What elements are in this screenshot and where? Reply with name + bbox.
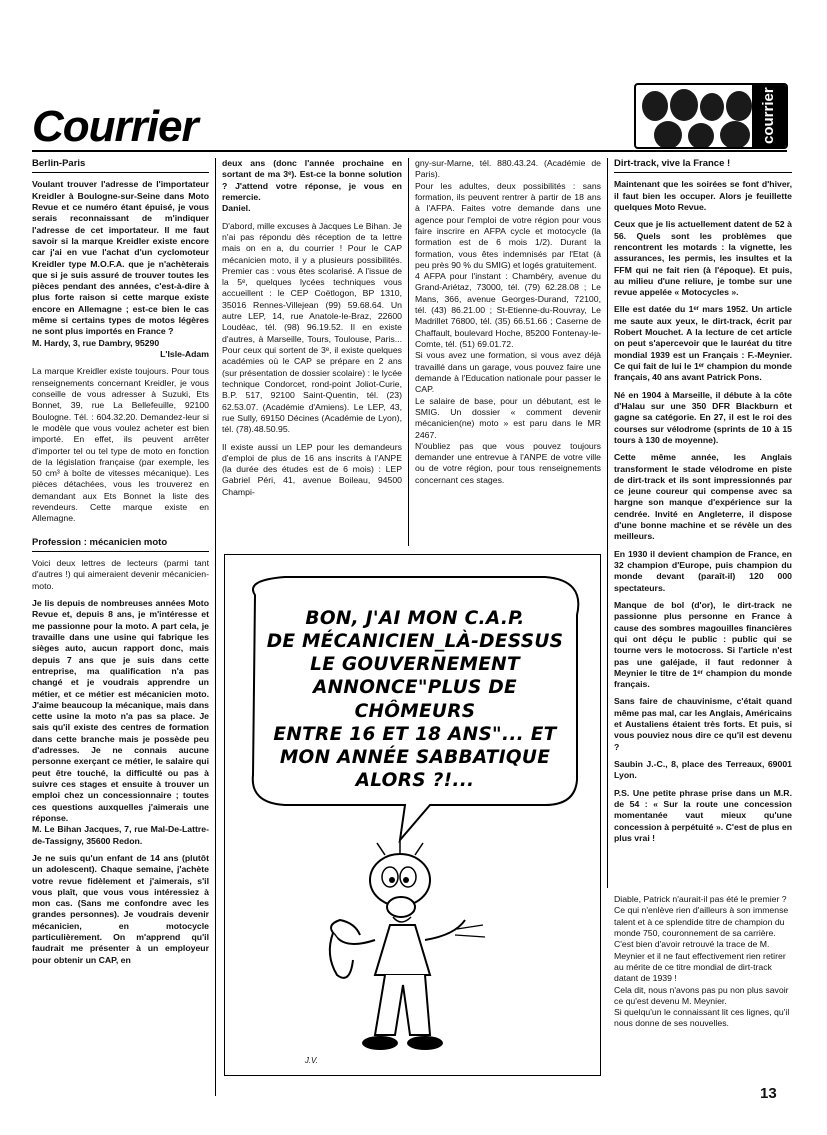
logo-face-1 [642,91,668,121]
logo-face-5 [654,121,682,149]
column-1 [32,158,209,972]
page-title: Courrier [32,102,198,151]
section-title-berlin-paris: Berlin-Paris [32,158,209,173]
reply-cap-cont: gny-sur-Marne, tél. 880.43.24. (Académie de Paris). [415,158,601,180]
logo-face-7 [720,121,750,149]
courrier-logo [634,83,788,149]
bubble-line: ALORS ?!... [355,769,475,791]
logo-face-4 [726,91,752,121]
cartoon [224,554,601,1076]
reply-salary: Le salaire de base, pour un débutant, est le SMIG. Un dossier « comment devenir mécanicien(ne) moto » est paru dans le MR 2467. [415,395,601,440]
dirt-track-p6: En 1930 il devient champion de France, en 32 champion d'Europe, puis champion du monde devant (paraît-il) 120 000 spectateurs. [614,548,792,593]
bubble-line: LE GOUVERNEMENT [310,654,520,676]
reply-education: Si vous avez une formation, si vous avez déjà travaillé dans un garage, vous pouvez faire une demande à l'Education nationale pour passer le CAP. [415,350,601,395]
column-4 [614,158,792,850]
logo-face-3 [700,93,724,121]
title-rule [32,150,787,152]
reply-afpa-list: 4 AFPA pour l'instant : Chambéry, avenue du Grand-Ariétaz, 73000, tél. (79) 62.28.08 ; Le Mans, 366, avenue Georges-Durand, 72100, tél. (43) 86.21.00 ; St-Etienne-du-Rouvray, Le Madrillet 76800, tél. (35) 66.51.66 ; Caserne de Chaffault, boulevard Hoche, 85200 Fontenay-le-Comte, tél. (51) 69.01.72. [415,271,601,349]
dirt-track-p7: Manque de bol (d'or), le dirt-track ne passionne plus personne en France à cause des sombres magouilles financières qui ont déçu le public : public qui se tourne vers le motocross. Si l'article n'est pas une galéjade, il faut redonner à Meynier le titre de 1ᵉʳ champion du monde français. [614,599,792,690]
bubble-line: ENTRE 16 ET 18 ANS"... ET [273,723,557,745]
logo-face-2 [670,89,698,121]
bubble-line: ANNONCE"PLUS DE CHÔMEURS [313,677,517,722]
dirt-track-reply-text: Diable, Patrick n'aurait-il pas été le premier ? Ce qui n'enlève rien d'ailleurs à son immense talent et à ce splendide titre de champion du monde 750, couronnement de sa carrière. C'est bien d'avoir retrouvé la trace de M. Meynier et il ne faut effectivement rien retirer au mérite de ce titre mondial de dirt-track datant de 1939 ! Cela dit, nous n'avons pas pu non plus savoir ce qu'est devenu M. Meynier. Si quelqu'un le connaissant lit ces lignes, qu'il nous donne de ses nouvelles. [614,894,790,1029]
bubble-line: BON, J'AI MON C.A.P. [305,608,525,629]
reply-cap: D'abord, mille excuses à Jacques Le Bihan. Je n'ai pas répondu dès réception de ta lettre mais on en a, du courrier ! Pour le CAP mécanicien moto, il y a plusieurs possibilités. Premier cas : vous êtes scolarisé. A l'issue de la 5ᵉ, quelques lycées techniques vous accueillent : le CEP Coëtlogon, BP 1310, 35016 Rennes-Villejean (99) 59.68.64. Un autre LEP, 14, rue Anatole-le-Braz, 22600 Loudéac, tél. (98) 96.19.52. Il en existe d'autres, à Marseille, Tours, Toulouse, Paris... Pour ceux qui sortent de 3ᵉ, il existe quelques académies où le CAP se prépare en 2 ans (sur présentation de dossier scolaire) : le lycée technique Condorcet, rond-point Joliot-Curie, B.P. 517, 92100 Saint-Quentin, tél. (23) 62.53.07. (Académie d'Amiens). Le LEP, 43, rue Sully, 69150 Décines (Académie de Lyon), tél. (78).48.50.95. [222,220,402,435]
column-divider [408,158,409,546]
column-divider [607,158,608,888]
section-title-profession: Profession : mécanicien moto [32,537,209,552]
dirt-track-reply [614,894,792,1030]
column-3 [415,158,601,492]
dirt-track-ps: P.S. Une petite phrase prise dans un M.R. de 54 : « Sur la route une concession momentanée vaut mieux qu'une concession à perpétuité ». C'est de plus en plus vrai ! [614,787,792,843]
letter-le-bihan-sign: M. Le Bihan Jacques, 7, rue Mal-De-Lattre-de-Tassigny, 35600 Redon. [32,824,209,846]
column-divider [215,158,216,1096]
page-number: 13 [760,1085,777,1102]
logo-face-6 [688,123,714,149]
letter-hardy-sign: M. Hardy, 3, rue Dambry, 95290 [32,337,160,348]
letter-daniel: Je ne suis qu'un enfant de 14 ans (plutôt un adolescent). Chaque semaine, j'achète votre revue fidèlement et j'aimerais, s'il vous plaît, que vous vous intéressiez à mon cas. (Sans me confondre avec les grandes personnes). Je voudrais devenir mécanicien, en motocycle particulièrement. On m'apprend qu'il faudrait me présenter à un employeur pour obtenir un CAP, en [32,852,209,965]
section-title-dirt-track: Dirt-track, vive la France ! [614,158,792,173]
cartoon-speech-bubble [265,607,565,792]
logo-word: courrier [752,85,786,147]
bubble-line: MON ANNÉE SABBATIQUE [279,746,551,768]
dirt-track-p4: Né en 1904 à Marseille, il débute à la côte d'Halau sur une 350 DFR Blackburn et gagne sa catégorie. En 27, il est le roi des courses sur vélodrome (sprints de 10 à 15 tours à 130 de moyenne). [614,389,792,445]
letter-daniel-cont: deux ans (donc l'année prochaine en sortant de ma 3ᵉ). Est-ce la bonne solution ? J'attend votre réponse, je vous en remercie. [222,158,402,202]
dirt-track-p3: Elle est datée du 1ᵉʳ mars 1952. Un article me saute aux yeux, le dirt-track, écrit par Robert Mouchet. A la lecture de cet article on peut s'apercevoir que le lauréat du titre mondial 1939 est un Français : F.-Meynier. Ce qui fait de lui le 1ᵉʳ champion du monde français, 40 ans avant Patrick Pons. [614,304,792,383]
intro-profession: Voici deux lettres de lecteurs (parmi tant d'autres !) qui aimeraient devenir mécanicien-moto. [32,558,209,591]
letter-hardy-city: L'Isle-Adam [160,349,209,360]
reply-anpe: N'oubliez pas que vous pouvez toujours demander une entrevue à l'ANPE de votre ville ou de votre région, pour tous renseignements concernant ces stages. [415,440,601,485]
column-2 [222,158,402,504]
dirt-track-p1: Maintenant que les soirées se font d'hiver, il faut bien les occuper. Alors je feuillette quelques Moto Revue. [614,179,792,212]
cartoon-signature: J.V. [304,1056,318,1065]
dirt-track-p5: Cette même année, les Anglais transforment le stade vélodrome en piste de dirt-track et ils sont impressionnés par ce jeune coureur qui compense avec sa hargne son manque d'expérience sur la cendrée. Invité en Angleterre, il dispose d'une bonne machine et se révèle un des meilleurs. [614,452,792,542]
reply-cap-lep: Il existe aussi un LEP pour les demandeurs d'emploi de plus de 16 ans inscrits à l'ANPE (la durée des études est de 6 mois) : LEP Gabriel Péri, 41, avenue Boileau, 94500 Champi- [222,441,402,497]
dirt-track-sign: Saubin J.-C., 8, place des Terreaux, 69001 Lyon. [614,759,792,781]
bubble-line: DE MÉCANICIEN_LÀ-DESSUS [266,631,564,653]
reply-afpa: Pour les adultes, deux possibilités : sans formation, ils peuvent rentrer à partir de 18 ans à l'AFPA. Faites votre demande dans une agence pour l'emploi de votre région pour vous faire inscrire en AFPA cycle et motocycle (la formation est de 6 mois 1/2). Durant la formation, vous êtes indemnisés par l'Etat (à peu près 90 % du SMIG) et logés gratuitement. [415,180,601,270]
letter-daniel-sign: Daniel. [222,203,251,214]
dirt-track-p8: Sans faire de chauvinisme, c'était quand même pas mal, car les Anglais, Américains et Austaliens étaient très forts. Et puis, si vous pouviez nous dire ce qu'il est devenu ? [614,696,792,752]
reply-kreidler: La marque Kreidler existe toujours. Pour tous renseignements concernant Kreidler, je vous conseille de vous adresser à Suzuki, Ets Bonnet, 39, rue La Bellefeuille, 92100 Boulogne. Tél. : 604.32.20. Demandez-leur si le modèle que vous voulez acheter est bien importé. En effet, ils peuvent arrêter d'importer tel ou tel type de moto en fonction de la législation française (par exemple, les 50 cm³ à boîte de vitesses mécanique). Les pièces détachées, vous les trouverez en demandant aux Ets Bonnet la liste des revendeurs. Cette marque existe en Allemagne. [32,366,209,524]
letter-hardy: Voulant trouver l'adresse de l'importateur Kreidler à Boulogne-sur-Seine dans Moto Revue et ce numéro étant épuisé, je vous serais reconnaissant de m'indiquer l'adresse de cet importateur. Il me faut savoir si la marque Kreidler existe encore car j'ai en vue l'achat d'un cyclomoteur Kreidler type M.O.F.A. que je n'achèterais que si je suis assuré de trouver toutes les pièces pendant des années, c'est-à-dire à plus forte raison si cette marque existe encore en Allemagne ; est-ce bien le cas même si certains types de motos légères ne sont plus importés en France ? [32,179,209,337]
dirt-track-p2: Ceux que je lis actuellement datent de 52 à 56. Quels sont les problèmes que rencontrent les motards : la vignette, les assurances, les permis, les insultes et la FFM qui ne fait rien (à l'époque). Et puis, au milieu d'une reliure, je tombe sur une revue appelée « Motocycles ». [614,219,792,298]
letter-le-bihan: Je lis depuis de nombreuses années Moto Revue et, depuis 8 ans, je m'intéresse et me passionne pour la moto. A part cela, je travaille dans une usine qui fabrique les sièges auto, aucun rapport donc, mais depuis 7 ans que je suis dans cette entreprise, ma qualification n'a pas changé et je voudrais apprendre un métier, et ce métier est mécanicien moto. J'aime beaucoup la mécanique, mais dans cette usine la moto n'a pas sa place. Je sais qu'il existe des centres de formation dans cette branche mais je possède peu d'adresses. Je ne connais aucune personne exerçant ce métier, le salaire qui peut être touché, la difficulté ou pas à suivre ces stages et ensuite à trouver un emploi chez un concessionnaire ; toutes ces questions auxquelles j'aimerais une réponse. [32,598,209,823]
